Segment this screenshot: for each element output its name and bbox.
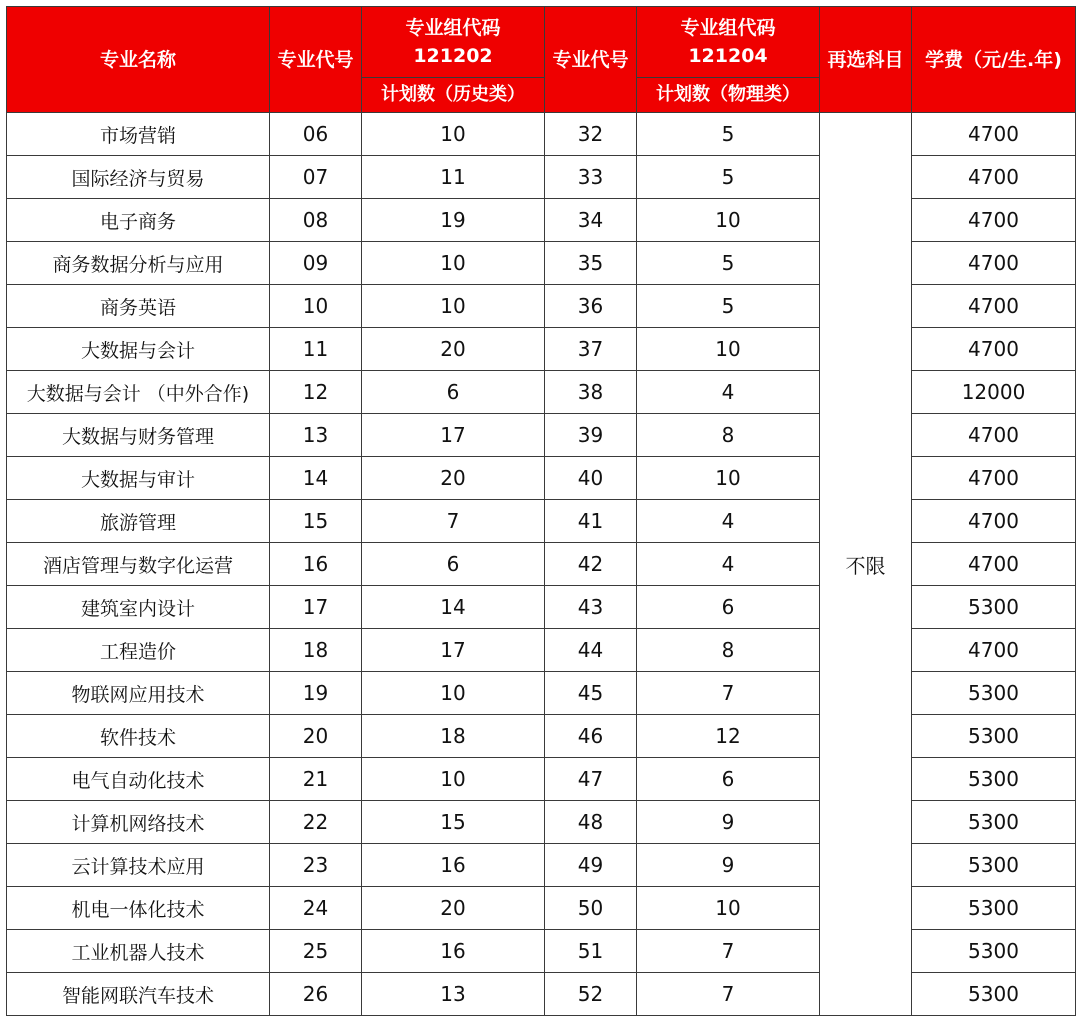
cell-tuition: 4700 (912, 199, 1076, 242)
header-group-hist-code: 121202 (413, 45, 493, 67)
table-row (7, 156, 1076, 199)
header-group-hist-label: 专业组代码 (405, 17, 501, 39)
cell-major-name: 商务数据分析与应用 (7, 242, 270, 285)
cell-tuition: 4700 (912, 242, 1076, 285)
cell-plan-hist: 10 (362, 285, 545, 328)
cell-plan-hist: 6 (362, 543, 545, 586)
table-row (7, 930, 1076, 973)
cell-plan-hist: 10 (362, 242, 545, 285)
cell-major-code-phys: 32 (545, 113, 637, 156)
cell-reselect-subject: 不限 (820, 113, 912, 1016)
header-tuition: 学费（元/生.年) (912, 7, 1076, 113)
cell-major-name: 大数据与财务管理 (7, 414, 270, 457)
header-major-name: 专业名称 (7, 7, 270, 113)
cell-tuition: 4700 (912, 113, 1076, 156)
table-row (7, 285, 1076, 328)
cell-major-name: 软件技术 (7, 715, 270, 758)
cell-plan-hist: 15 (362, 801, 545, 844)
cell-major-name: 电子商务 (7, 199, 270, 242)
cell-major-name: 大数据与会计 (7, 328, 270, 371)
cell-major-name: 机电一体化技术 (7, 887, 270, 930)
cell-plan-hist: 13 (362, 973, 545, 1016)
cell-major-name: 大数据与审计 (7, 457, 270, 500)
cell-major-name: 大数据与会计 （中外合作) (7, 371, 270, 414)
cell-tuition: 5300 (912, 758, 1076, 801)
cell-major-name: 工业机器人技术 (7, 930, 270, 973)
cell-tuition: 5300 (912, 672, 1076, 715)
cell-major-code-phys: 37 (545, 328, 637, 371)
cell-plan-phys: 5 (637, 113, 820, 156)
cell-plan-phys: 4 (637, 543, 820, 586)
cell-major-name: 建筑室内设计 (7, 586, 270, 629)
cell-plan-phys: 9 (637, 801, 820, 844)
cell-major-code-phys: 52 (545, 973, 637, 1016)
cell-major-code-phys: 33 (545, 156, 637, 199)
cell-tuition: 5300 (912, 715, 1076, 758)
cell-tuition: 4700 (912, 457, 1076, 500)
cell-plan-phys: 6 (637, 758, 820, 801)
header-major-code-phys: 专业代号 (545, 7, 637, 113)
table-row (7, 758, 1076, 801)
header-reselect-subject: 再选科目 (820, 7, 912, 113)
header-group-phys-label: 专业组代码 (680, 17, 776, 39)
cell-major-code-phys: 42 (545, 543, 637, 586)
cell-tuition: 5300 (912, 973, 1076, 1016)
cell-major-code-hist: 15 (270, 500, 362, 543)
cell-major-code-hist: 06 (270, 113, 362, 156)
cell-plan-hist: 20 (362, 457, 545, 500)
cell-major-code-phys: 44 (545, 629, 637, 672)
cell-major-name: 国际经济与贸易 (7, 156, 270, 199)
cell-plan-hist: 18 (362, 715, 545, 758)
cell-major-code-hist: 18 (270, 629, 362, 672)
cell-tuition: 5300 (912, 887, 1076, 930)
cell-tuition: 4700 (912, 156, 1076, 199)
cell-plan-phys: 8 (637, 414, 820, 457)
cell-plan-phys: 5 (637, 285, 820, 328)
cell-plan-hist: 10 (362, 113, 545, 156)
cell-tuition: 4700 (912, 500, 1076, 543)
cell-major-name: 工程造价 (7, 629, 270, 672)
cell-major-code-hist: 08 (270, 199, 362, 242)
cell-major-name: 计算机网络技术 (7, 801, 270, 844)
table-row (7, 328, 1076, 371)
table-row (7, 715, 1076, 758)
cell-plan-phys: 7 (637, 930, 820, 973)
cell-major-code-hist: 11 (270, 328, 362, 371)
cell-major-name: 商务英语 (7, 285, 270, 328)
cell-major-code-phys: 46 (545, 715, 637, 758)
cell-major-code-hist: 26 (270, 973, 362, 1016)
cell-major-code-hist: 22 (270, 801, 362, 844)
cell-plan-hist: 11 (362, 156, 545, 199)
table-row (7, 672, 1076, 715)
header-group-phys (637, 7, 820, 78)
cell-plan-hist: 10 (362, 758, 545, 801)
table-row (7, 973, 1076, 1016)
cell-major-code-phys: 34 (545, 199, 637, 242)
cell-major-code-hist: 09 (270, 242, 362, 285)
table-row (7, 113, 1076, 156)
table-row (7, 629, 1076, 672)
cell-major-code-hist: 23 (270, 844, 362, 887)
cell-major-code-phys: 48 (545, 801, 637, 844)
table-row (7, 242, 1076, 285)
cell-plan-hist: 17 (362, 414, 545, 457)
table-row (7, 457, 1076, 500)
cell-plan-hist: 20 (362, 328, 545, 371)
cell-major-name: 智能网联汽车技术 (7, 973, 270, 1016)
cell-tuition: 5300 (912, 586, 1076, 629)
cell-tuition: 4700 (912, 328, 1076, 371)
cell-tuition: 12000 (912, 371, 1076, 414)
cell-plan-hist: 14 (362, 586, 545, 629)
cell-major-code-phys: 45 (545, 672, 637, 715)
enrollment-plan-table (6, 6, 1076, 1016)
cell-major-code-hist: 16 (270, 543, 362, 586)
cell-plan-phys: 12 (637, 715, 820, 758)
cell-major-name: 物联网应用技术 (7, 672, 270, 715)
cell-tuition: 4700 (912, 629, 1076, 672)
cell-major-code-phys: 41 (545, 500, 637, 543)
cell-plan-phys: 5 (637, 242, 820, 285)
cell-major-code-hist: 10 (270, 285, 362, 328)
cell-major-code-hist: 17 (270, 586, 362, 629)
cell-plan-phys: 7 (637, 973, 820, 1016)
table-row (7, 887, 1076, 930)
cell-major-code-phys: 49 (545, 844, 637, 887)
cell-tuition: 4700 (912, 285, 1076, 328)
cell-plan-hist: 7 (362, 500, 545, 543)
cell-plan-phys: 4 (637, 500, 820, 543)
cell-major-code-phys: 43 (545, 586, 637, 629)
cell-plan-phys: 6 (637, 586, 820, 629)
cell-major-code-hist: 19 (270, 672, 362, 715)
table-row (7, 586, 1076, 629)
cell-plan-phys: 7 (637, 672, 820, 715)
cell-major-code-hist: 24 (270, 887, 362, 930)
header-group-phys-code: 121204 (688, 45, 768, 67)
cell-plan-hist: 6 (362, 371, 545, 414)
cell-plan-phys: 10 (637, 328, 820, 371)
cell-major-code-phys: 39 (545, 414, 637, 457)
cell-major-code-hist: 13 (270, 414, 362, 457)
cell-major-code-phys: 50 (545, 887, 637, 930)
cell-major-name: 市场营销 (7, 113, 270, 156)
cell-major-code-phys: 38 (545, 371, 637, 414)
header-plan-hist: 计划数（历史类） (362, 78, 545, 113)
cell-tuition: 5300 (912, 930, 1076, 973)
cell-major-code-hist: 21 (270, 758, 362, 801)
header-group-hist (362, 7, 545, 78)
cell-plan-hist: 17 (362, 629, 545, 672)
table-header (7, 7, 1076, 113)
cell-major-code-phys: 36 (545, 285, 637, 328)
cell-plan-phys: 10 (637, 887, 820, 930)
cell-plan-hist: 20 (362, 887, 545, 930)
table-row (7, 500, 1076, 543)
cell-plan-hist: 19 (362, 199, 545, 242)
cell-major-code-hist: 25 (270, 930, 362, 973)
cell-tuition: 4700 (912, 543, 1076, 586)
cell-major-code-phys: 47 (545, 758, 637, 801)
cell-major-name: 电气自动化技术 (7, 758, 270, 801)
table-row (7, 414, 1076, 457)
cell-major-name: 旅游管理 (7, 500, 270, 543)
cell-plan-phys: 9 (637, 844, 820, 887)
cell-plan-hist: 16 (362, 930, 545, 973)
table-body (7, 113, 1076, 1016)
cell-major-code-phys: 51 (545, 930, 637, 973)
table-row (7, 801, 1076, 844)
cell-plan-phys: 4 (637, 371, 820, 414)
cell-plan-phys: 10 (637, 199, 820, 242)
cell-tuition: 4700 (912, 414, 1076, 457)
cell-plan-phys: 8 (637, 629, 820, 672)
cell-major-name: 云计算技术应用 (7, 844, 270, 887)
table-row (7, 199, 1076, 242)
table-row (7, 844, 1076, 887)
cell-major-code-phys: 40 (545, 457, 637, 500)
cell-major-code-phys: 35 (545, 242, 637, 285)
header-plan-phys: 计划数（物理类） (637, 78, 820, 113)
table-row (7, 371, 1076, 414)
cell-plan-hist: 10 (362, 672, 545, 715)
cell-major-code-hist: 14 (270, 457, 362, 500)
cell-tuition: 5300 (912, 801, 1076, 844)
cell-tuition: 5300 (912, 844, 1076, 887)
cell-plan-phys: 10 (637, 457, 820, 500)
cell-plan-hist: 16 (362, 844, 545, 887)
header-major-code-hist: 专业代号 (270, 7, 362, 113)
cell-plan-phys: 5 (637, 156, 820, 199)
table-row (7, 543, 1076, 586)
cell-major-name: 酒店管理与数字化运营 (7, 543, 270, 586)
cell-major-code-hist: 20 (270, 715, 362, 758)
cell-major-code-hist: 07 (270, 156, 362, 199)
cell-major-code-hist: 12 (270, 371, 362, 414)
